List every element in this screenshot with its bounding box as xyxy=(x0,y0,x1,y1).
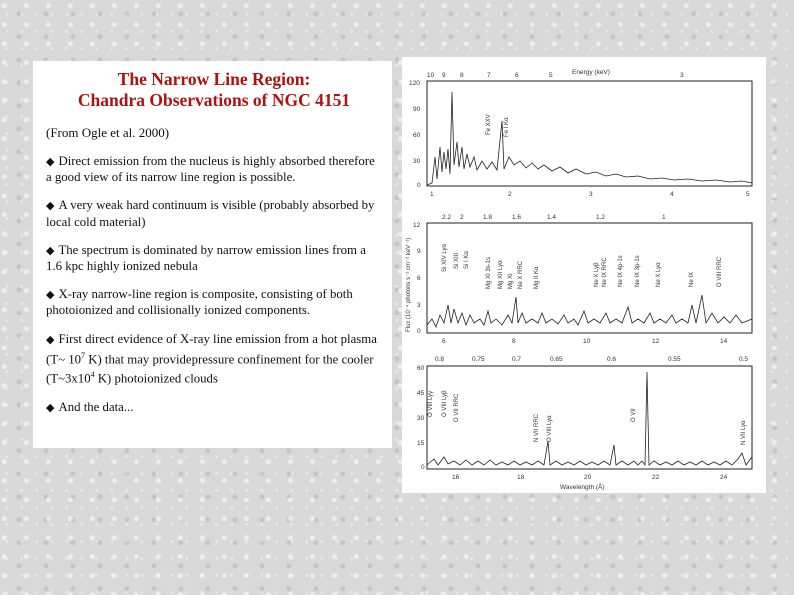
p2-xtick-3: 12 xyxy=(652,338,660,345)
bullet-diamond-icon: ◆ xyxy=(46,156,55,168)
p3-ytick-4: 0 xyxy=(421,464,425,471)
bullet-2 xyxy=(46,198,382,229)
p1-etick-2: 8 xyxy=(460,72,464,79)
exponent: 4 xyxy=(90,370,95,380)
slide-title xyxy=(46,69,382,111)
p3-etick-6: 0.5 xyxy=(739,356,749,363)
p3-line-3: N VII RRC xyxy=(534,413,540,442)
p1-xtick-4: 5 xyxy=(746,191,750,198)
p2-line-1: Si XIII xyxy=(454,252,460,269)
p3-line-2: O VII RRC xyxy=(454,393,460,422)
p2-etick-2: 1.8 xyxy=(483,214,493,221)
p2-etick-0: 2.2 xyxy=(442,214,452,221)
p3-xtick-4: 24 xyxy=(720,474,728,481)
bullet-text: The spectrum is dominated by narrow emission lines from a 1.6 kpc highly ionized nebula xyxy=(46,242,366,274)
p1-xtick-1: 2 xyxy=(508,191,512,198)
bullet-text: A very weak hard continuum is visible (probably absorbed by local cold material) xyxy=(46,198,375,229)
p2-line-11: Ne IX 3p-1s xyxy=(635,255,641,287)
p1-ytick-4: 0 xyxy=(417,182,421,189)
p2-line-14: O VIII RRC xyxy=(717,256,723,287)
p3-ytick-1: 45 xyxy=(417,390,425,397)
p2-etick-6: 1 xyxy=(662,214,666,221)
bullet-text: Direct emission from the nucleus is highly absorbed therefore a good view of its narrow line region is possible. xyxy=(46,154,375,185)
p2-line-6: Ne X RRC xyxy=(518,260,524,289)
p2-etick-5: 1.2 xyxy=(596,214,606,221)
wavelength-axis-label: Wavelength (Å) xyxy=(560,484,605,491)
bullet-text-b: K) that may providepressure confinement for the cooler (T~3x10 xyxy=(46,352,374,386)
p3-line-1: O VIII Lyβ xyxy=(442,390,448,417)
title-line-1: The Narrow Line Region: xyxy=(117,69,311,89)
bullet-text: And the data... xyxy=(58,399,134,414)
p2-line-7: Mg II Kα xyxy=(534,266,540,289)
p1-etick-0: 10 xyxy=(427,72,435,79)
p1-xtick-3: 4 xyxy=(670,191,674,198)
p3-line-6: N VII Lyα xyxy=(741,420,747,445)
p3-line-5: O VII xyxy=(631,408,637,422)
p3-xtick-1: 18 xyxy=(517,474,525,481)
p2-line-9: Ne IX RRC xyxy=(602,257,608,287)
bullet-5 xyxy=(46,332,382,387)
p2-xtick-4: 14 xyxy=(720,338,728,345)
p2-ytick-1: 9 xyxy=(417,248,421,255)
p2-ytick-4: 0 xyxy=(417,328,421,335)
energy-axis-label: Energy (keV) xyxy=(572,69,610,76)
p1-ytick-3: 30 xyxy=(413,158,421,165)
citation: (From Ogle et al. 2000) xyxy=(46,125,170,140)
p3-xtick-0: 16 xyxy=(452,474,460,481)
p1-etick-5: 5 xyxy=(549,72,553,79)
p2-line-3: Mg XI 3s-1s xyxy=(486,256,492,289)
p2-xtick-2: 10 xyxy=(583,338,591,345)
p3-xtick-3: 22 xyxy=(652,474,660,481)
p2-ytick-0: 12 xyxy=(413,222,421,229)
p2-xtick-1: 8 xyxy=(512,338,516,345)
p3-ytick-0: 60 xyxy=(417,365,425,372)
p3-ytick-3: 15 xyxy=(417,440,425,447)
p2-line-4: Mg XII Lyα xyxy=(498,260,504,289)
p1-line-0: Fe XXV xyxy=(486,114,492,135)
p2-ytick-3: 3 xyxy=(417,302,421,309)
p3-etick-5: 0.55 xyxy=(668,356,681,363)
p2-line-10: Ne IX 4p-1s xyxy=(618,255,624,287)
p1-etick-6: 3 xyxy=(680,72,684,79)
p2-etick-1: 2 xyxy=(460,214,464,221)
exponent: 7 xyxy=(81,350,85,360)
p1-ytick-1: 90 xyxy=(413,106,421,113)
panel-1-frame xyxy=(427,81,752,186)
bullet-text: X-ray narrow-line region is composite, consisting of both photoionized and collisionally ionized components. xyxy=(46,287,353,318)
p1-xtick-2: 3 xyxy=(589,191,593,198)
p2-ytick-2: 6 xyxy=(417,275,421,282)
p2-line-5: Mg XI xyxy=(508,273,514,289)
p2-etick-3: 1.6 xyxy=(512,214,522,221)
panel-3 xyxy=(417,356,752,491)
p1-etick-1: 9 xyxy=(442,72,446,79)
p3-etick-4: 0.6 xyxy=(607,356,617,363)
bullet-text-a: First direct evidence of X-ray line emission from a hot plasma (T~ 10 xyxy=(46,331,377,367)
bullet-6 xyxy=(46,400,382,416)
p1-etick-4: 6 xyxy=(515,72,519,79)
p3-etick-2: 0.7 xyxy=(512,356,522,363)
p1-xtick-0: 1 xyxy=(430,191,434,198)
slide-text-panel xyxy=(33,61,392,448)
p1-spectrum xyxy=(427,92,752,185)
p2-spectrum xyxy=(427,295,752,327)
panel-1 xyxy=(409,69,752,198)
p3-ytick-2: 30 xyxy=(417,415,425,422)
bullet-diamond-icon: ◆ xyxy=(46,289,55,302)
bullet-diamond-icon: ◆ xyxy=(46,333,55,346)
panel-3-frame xyxy=(427,366,752,469)
bullet-1 xyxy=(46,154,382,185)
p3-xtick-2: 20 xyxy=(584,474,592,481)
p2-line-0: Si XIV Lyα xyxy=(442,244,448,272)
panel-2-frame xyxy=(427,223,752,333)
p2-etick-4: 1.4 xyxy=(547,214,557,221)
p1-line-1: Fe I Kα xyxy=(504,117,510,137)
bullet-4 xyxy=(46,287,382,318)
spectrum-figure xyxy=(402,57,766,493)
p2-line-8: Ne X Lyβ xyxy=(594,262,600,287)
bullet-diamond-icon: ◆ xyxy=(46,200,55,213)
p3-line-4: O VIII Lyα xyxy=(547,415,553,442)
p2-line-2: Si I Kα xyxy=(464,251,470,269)
p3-etick-1: 0.75 xyxy=(472,356,485,363)
p2-line-12: Ne X Lyα xyxy=(656,262,662,287)
bullet-diamond-icon: ◆ xyxy=(46,244,55,257)
p1-ytick-0: 120 xyxy=(409,80,420,87)
spectrum-plots-svg xyxy=(402,57,766,493)
bullet-diamond-icon: ◆ xyxy=(46,401,55,414)
p3-etick-3: 0.65 xyxy=(550,356,563,363)
p3-etick-0: 0.8 xyxy=(435,356,445,363)
p2-xtick-0: 6 xyxy=(442,338,446,345)
panel-2 xyxy=(405,214,752,345)
p2-line-13: Ne IX xyxy=(689,271,695,287)
bullet-3 xyxy=(46,243,382,274)
p1-etick-3: 7 xyxy=(487,72,491,79)
title-line-2: Chandra Observations of NGC 4151 xyxy=(77,90,351,110)
p1-ytick-2: 60 xyxy=(413,132,421,139)
p3-line-0: O VIII Lyγ xyxy=(428,390,434,417)
flux-axis-label: Flux (10⁻⁴ photons s⁻¹ cm⁻² keV⁻¹) xyxy=(406,237,412,332)
bullet-text-c: K) photoionized clouds xyxy=(94,371,218,386)
p3-spectrum xyxy=(427,372,752,465)
